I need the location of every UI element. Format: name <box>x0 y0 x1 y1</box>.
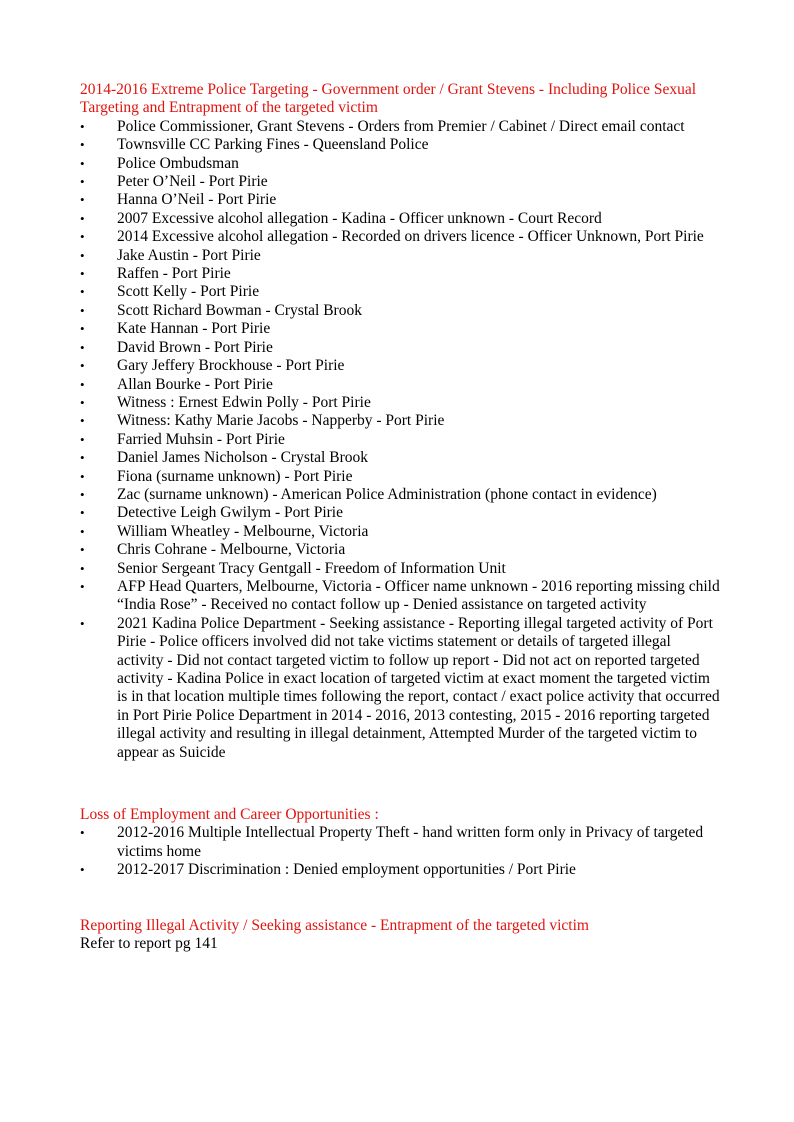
employment-list <box>80 824 720 879</box>
section-heading-loss-of-employment: Loss of Employment and Career Opportunities : <box>80 806 379 824</box>
list-item: • 2007 Excessive alcohol allegation - Kadina - Officer unknown - Court Record <box>80 210 720 228</box>
document-page <box>80 81 720 953</box>
list-item: • Scott Richard Bowman - Crystal Brook <box>80 302 720 320</box>
list-item: • 2012-2016 Multiple Intellectual Property Theft - hand written form only in Privacy of targeted victims home <box>80 824 720 861</box>
list-item: • David Brown - Port Pirie <box>80 339 720 357</box>
list-item: • Senior Sergeant Tracy Gentgall - Freedom of Information Unit <box>80 560 720 578</box>
list-item: • Police Commissioner, Grant Stevens - Orders from Premier / Cabinet / Direct email contact <box>80 118 720 136</box>
list-item: • Gary Jeffery Brockhouse - Port Pirie <box>80 357 720 375</box>
list-item: • Farried Muhsin - Port Pirie <box>80 431 720 449</box>
list-item: • Witness: Kathy Marie Jacobs - Napperby - Port Pirie <box>80 412 720 430</box>
list-item: • Detective Leigh Gwilym - Port Pirie <box>80 504 720 522</box>
list-item: • Townsville CC Parking Fines - Queensland Police <box>80 136 720 154</box>
list-item: • Chris Cohrane - Melbourne, Victoria <box>80 541 720 559</box>
list-item: • Allan Bourke - Port Pirie <box>80 376 720 394</box>
section-heading-police-targeting: 2014-2016 Extreme Police Targeting - Government order / Grant Stevens - Including Police Sexual Targeting and Entrapment of the targeted victim <box>80 81 697 117</box>
spacer <box>80 762 720 806</box>
list-item: • Police Ombudsman <box>80 155 720 173</box>
list-item: • 2021 Kadina Police Department - Seeking assistance - Reporting illegal targeted activity of Port Pirie - Police officers involved did not take victims statement or details of targeted illegal activity - Did not contact targeted victim to follow up report - Did not act on reported targeted activity - Kadina Police in exact location of targeted victim at exact moment the targeted victim is in that location multiple times following the report, contact / exact police activity that occurred in Port Pirie Police Department in 2014 - 2016, 2013 contesting, 2015 - 2016 reporting targeted illegal activity and resulting in illegal detainment, Attempted Murder of the targeted victim to appear as Suicide <box>80 615 720 762</box>
list-item: • Raffen - Port Pirie <box>80 265 720 283</box>
list-item: • Witness : Ernest Edwin Polly - Port Pirie <box>80 394 720 412</box>
report-reference: Refer to report pg 141 <box>80 935 218 953</box>
list-item: • Hanna O’Neil - Port Pirie <box>80 191 720 209</box>
list-item: • Peter O’Neil - Port Pirie <box>80 173 720 191</box>
list-item: • Kate Hannan - Port Pirie <box>80 320 720 338</box>
list-item: • Zac (surname unknown) - American Police Administration (phone contact in evidence) <box>80 486 720 504</box>
list-item: • 2014 Excessive alcohol allegation - Recorded on drivers licence - Officer Unknown, Port Pirie <box>80 228 720 246</box>
list-item: • Fiona (surname unknown) - Port Pirie <box>80 468 720 486</box>
police-targeting-list <box>80 118 720 762</box>
section-heading-reporting-illegal-activity: Reporting Illegal Activity / Seeking assistance - Entrapment of the targeted victim <box>80 916 589 934</box>
list-item: • AFP Head Quarters, Melbourne, Victoria - Officer name unknown - 2016 reporting missing child “India Rose” - Received no contact follow up - Denied assistance on targeted activity <box>80 578 720 615</box>
list-item: • 2012-2017 Discrimination : Denied employment opportunities / Port Pirie <box>80 861 720 879</box>
spacer <box>80 880 720 917</box>
list-item: • Daniel James Nicholson - Crystal Brook <box>80 449 720 467</box>
list-item: • Jake Austin - Port Pirie <box>80 247 720 265</box>
list-item: • Scott Kelly - Port Pirie <box>80 283 720 301</box>
list-item: • William Wheatley - Melbourne, Victoria <box>80 523 720 541</box>
